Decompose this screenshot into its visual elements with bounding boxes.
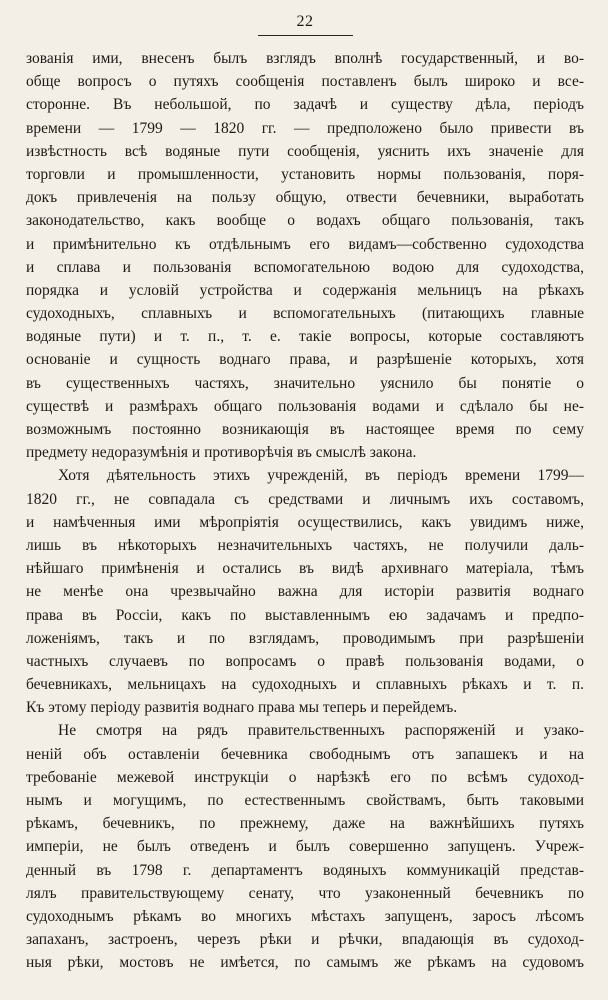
text-line: времени — 1799 — 1820 гг. — предположено было привести въ — [26, 119, 584, 137]
text-line: основаніе и сущность воднаго права, и разрѣшеніе которыхъ, хотя — [26, 351, 584, 369]
text-line: возможнымъ постоянно возникающія въ настоящее время по сему — [26, 421, 584, 438]
body-text — [26, 47, 584, 975]
text-line: запаханъ, застроенъ, черезъ рѣки и рѣчки, впадающія въ судоход- — [26, 931, 584, 949]
text-line: водяные пути) и т. п., т. е. такіе вопросы, которые составляютъ — [26, 328, 584, 346]
text-line: лишь въ нѣкоторыхъ незначительныхъ частяхъ, не получили даль- — [26, 536, 584, 554]
paragraph — [26, 464, 584, 719]
text-line: и намѣченныя ими мѣропріятія осуществились, какъ увидимъ ниже, — [26, 513, 584, 531]
text-line: Не смотря на рядъ правительственныхъ распоряженій и узако- — [58, 722, 584, 740]
text-line: законодательство, какъ вообще о водахъ общаго пользованія, такъ — [26, 212, 584, 230]
text-line: частныхъ случаевъ по вопросамъ о правѣ пользованія водами, о — [26, 652, 584, 670]
text-line: докъ привлеченія на пользу общую, отвести бечевники, выработать — [26, 189, 584, 207]
text-line: порядка и условій устройства и содержанія мельницъ на рѣкахъ — [26, 281, 584, 299]
text-line: требованіе межевой инструкціи о нарѣзкѣ его по всѣмъ судоход- — [26, 768, 584, 786]
text-line: имперіи, не былъ отведенъ и былъ совершенно запущенъ. Учреж- — [26, 838, 584, 856]
text-line: нѣйшаго примѣненія и остались въ видѣ архивнаго матеріала, тѣмъ — [26, 560, 584, 578]
text-line: обще вопросъ о путяхъ сообщенія поставленъ былъ широко и все- — [26, 73, 584, 91]
text-line: нымъ и могущимъ, по естественнымъ свойствамъ, быть таковыми — [26, 792, 584, 809]
text-line: ложеніямъ, такъ и по взглядамъ, проводимымъ при разрѣшеніи — [26, 629, 584, 647]
text-line: денный въ 1798 г. департаментъ водяныхъ коммуникацій представ- — [26, 861, 584, 879]
header-rule — [258, 35, 353, 36]
text-line: существѣ и размѣрахъ общаго пользованія водами и сдѣлало бы не- — [26, 397, 584, 415]
text-line: 1820 гг., не совпадала съ средствами и личнымъ ихъ составомъ, — [26, 490, 584, 508]
text-line: зованія ими, внесенъ былъ взглядъ вполнѣ государственный, и во- — [26, 50, 584, 67]
text-line: и примѣнительно къ отдѣльнымъ его видамъ—собственно судоходства — [26, 235, 584, 253]
page-number: 22 — [296, 13, 314, 30]
paragraph — [26, 47, 584, 464]
text-line: права въ Россіи, какъ по выставленнымъ ею задачамъ и предпо- — [26, 606, 584, 624]
text-line: предмету недоразумѣнія и противорѣчія въ смыслѣ закона. — [26, 444, 417, 462]
text-line: бечевникахъ, мельницахъ на судоходныхъ и сплавныхъ рѣкахъ и т. п. — [26, 676, 584, 694]
text-line: и сплава и пользованія вспомогательною водою для судоходства, — [26, 258, 584, 276]
text-line: Къ этому періоду развитія воднаго права мы теперь и перейдемъ. — [26, 699, 458, 717]
text-line: Хотя дѣятельность этихъ учрежденій, въ періодъ времени 1799— — [58, 467, 584, 485]
text-line: сторонне. Въ небольшой, по задачѣ и существу дѣла, періодъ — [26, 96, 584, 114]
paragraph — [26, 719, 584, 974]
text-line: судоходныхъ, сплавныхъ и вспомогательныхъ (питающихъ главные — [26, 305, 584, 323]
text-line: торговли и промышленности, установить нормы пользованія, поря- — [26, 165, 584, 183]
text-line: рѣкамъ, бечевникъ, по прежнему, даже на важнѣйшихъ путяхъ — [26, 815, 584, 833]
text-line: не менѣе она чрезвычайно важна для исторіи развитія воднаго — [26, 583, 584, 601]
text-line: неній объ оставленіи бечевника свободнымъ отъ запашекъ и на — [26, 745, 584, 763]
text-line: судоходнымъ рѣкамъ во многихъ мѣстахъ запущенъ, заросъ лѣсомъ — [26, 907, 584, 925]
text-line: лялъ правительствующему сенату, что узаконенный бечевникъ по — [26, 884, 584, 902]
text-line: въ существенныхъ частяхъ, значительно уяснило бы понятіе о — [26, 374, 584, 392]
text-line: ныя рѣки, мостовъ не имѣется, по самымъ же рѣкамъ на судовомъ — [26, 954, 584, 972]
text-line: извѣстность всѣ водяные пути сообщенія, уяснить ихъ значеніе для — [26, 142, 584, 160]
